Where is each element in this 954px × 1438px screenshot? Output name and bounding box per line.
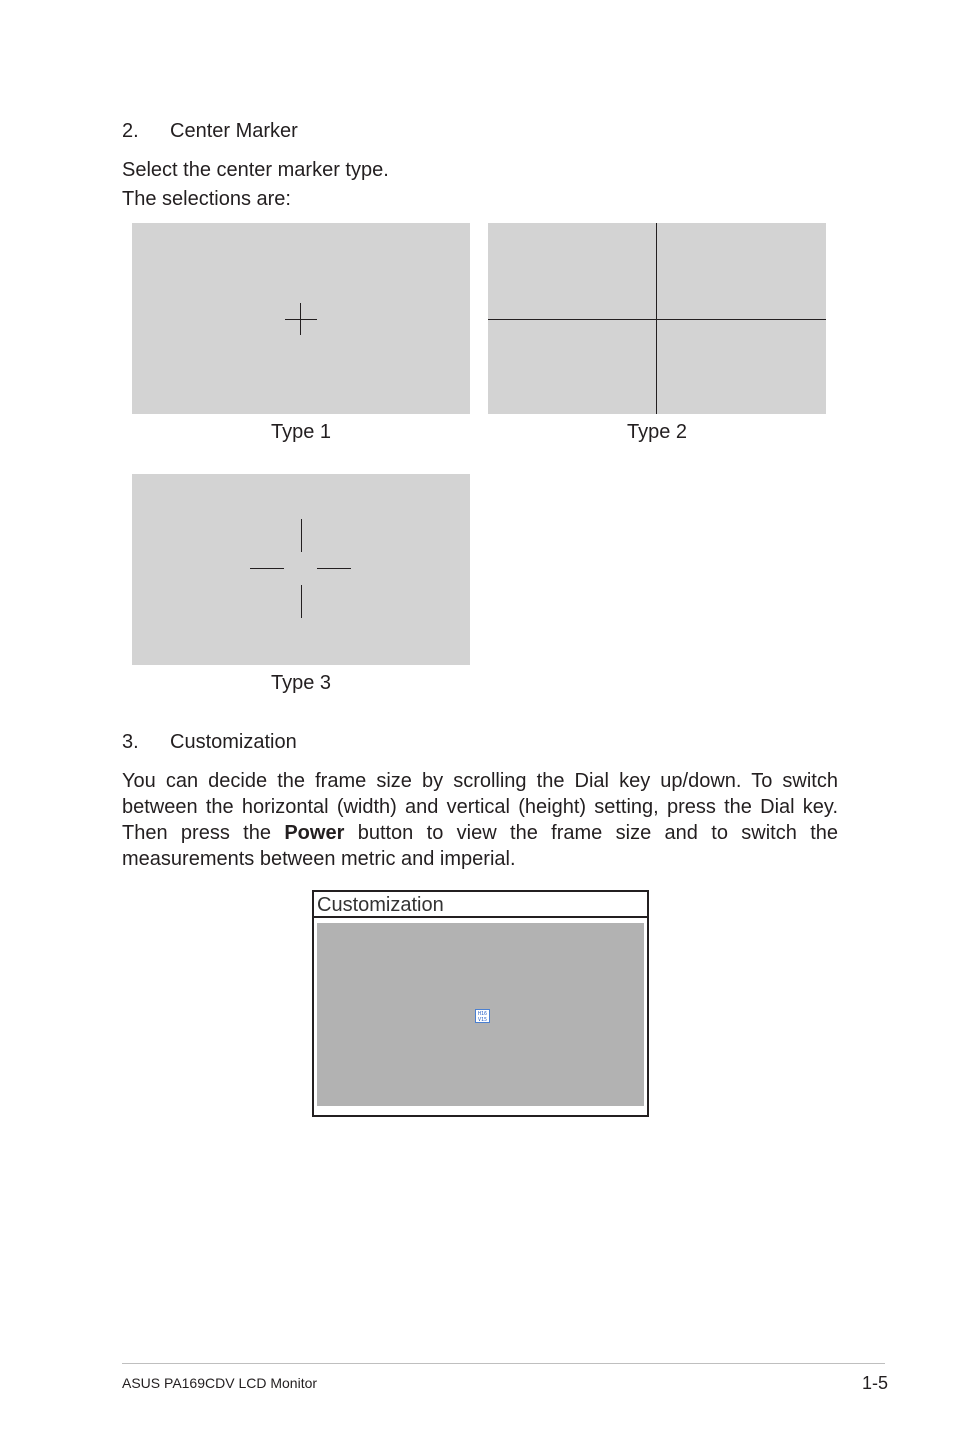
section-number: 2. xyxy=(122,120,139,142)
paragraph-text: button to view the frame size and to switch the measurements between metric and imperial. xyxy=(122,822,838,870)
osd-title: Customization xyxy=(314,892,647,918)
frame-size-badge xyxy=(475,1009,490,1023)
section-heading: Customization xyxy=(170,731,297,753)
center-marker-bottom xyxy=(301,585,302,618)
section-heading: Center Marker xyxy=(170,120,298,142)
customization-osd xyxy=(312,890,649,1117)
marker-type1-label: Type 1 xyxy=(270,421,332,443)
power-keyword: Power xyxy=(284,822,345,844)
center-marker-horizontal xyxy=(285,319,317,320)
footer-divider xyxy=(122,1363,885,1364)
center-marker-top xyxy=(301,519,302,552)
page-number: 1-5 xyxy=(862,1373,889,1393)
marker-type3-preview xyxy=(132,474,470,665)
body-text: The selections are: xyxy=(122,188,291,210)
frame-width-value: H16 xyxy=(477,1011,488,1017)
frame-height-value: V15 xyxy=(477,1017,488,1023)
osd-frame-area xyxy=(317,923,644,1106)
body-text: Select the center marker type. xyxy=(122,159,389,181)
marker-type1-preview xyxy=(132,223,470,414)
paragraph-text: You can decide the frame size by scrolling the Dial key up/down. To switch between the horizontal (width) and vertical (height) setting, press the Dial key. Then press the xyxy=(122,770,838,844)
marker-type2-label: Type 2 xyxy=(626,421,688,443)
section-number: 3. xyxy=(122,731,139,753)
center-marker-horizontal xyxy=(488,319,826,320)
center-marker-right xyxy=(317,568,351,569)
marker-type2-preview xyxy=(488,223,826,414)
footer-product-name: ASUS PA169CDV LCD Monitor xyxy=(122,1375,318,1391)
center-marker-left xyxy=(250,568,284,569)
customization-paragraph xyxy=(122,768,838,872)
marker-type3-label: Type 3 xyxy=(270,672,332,694)
